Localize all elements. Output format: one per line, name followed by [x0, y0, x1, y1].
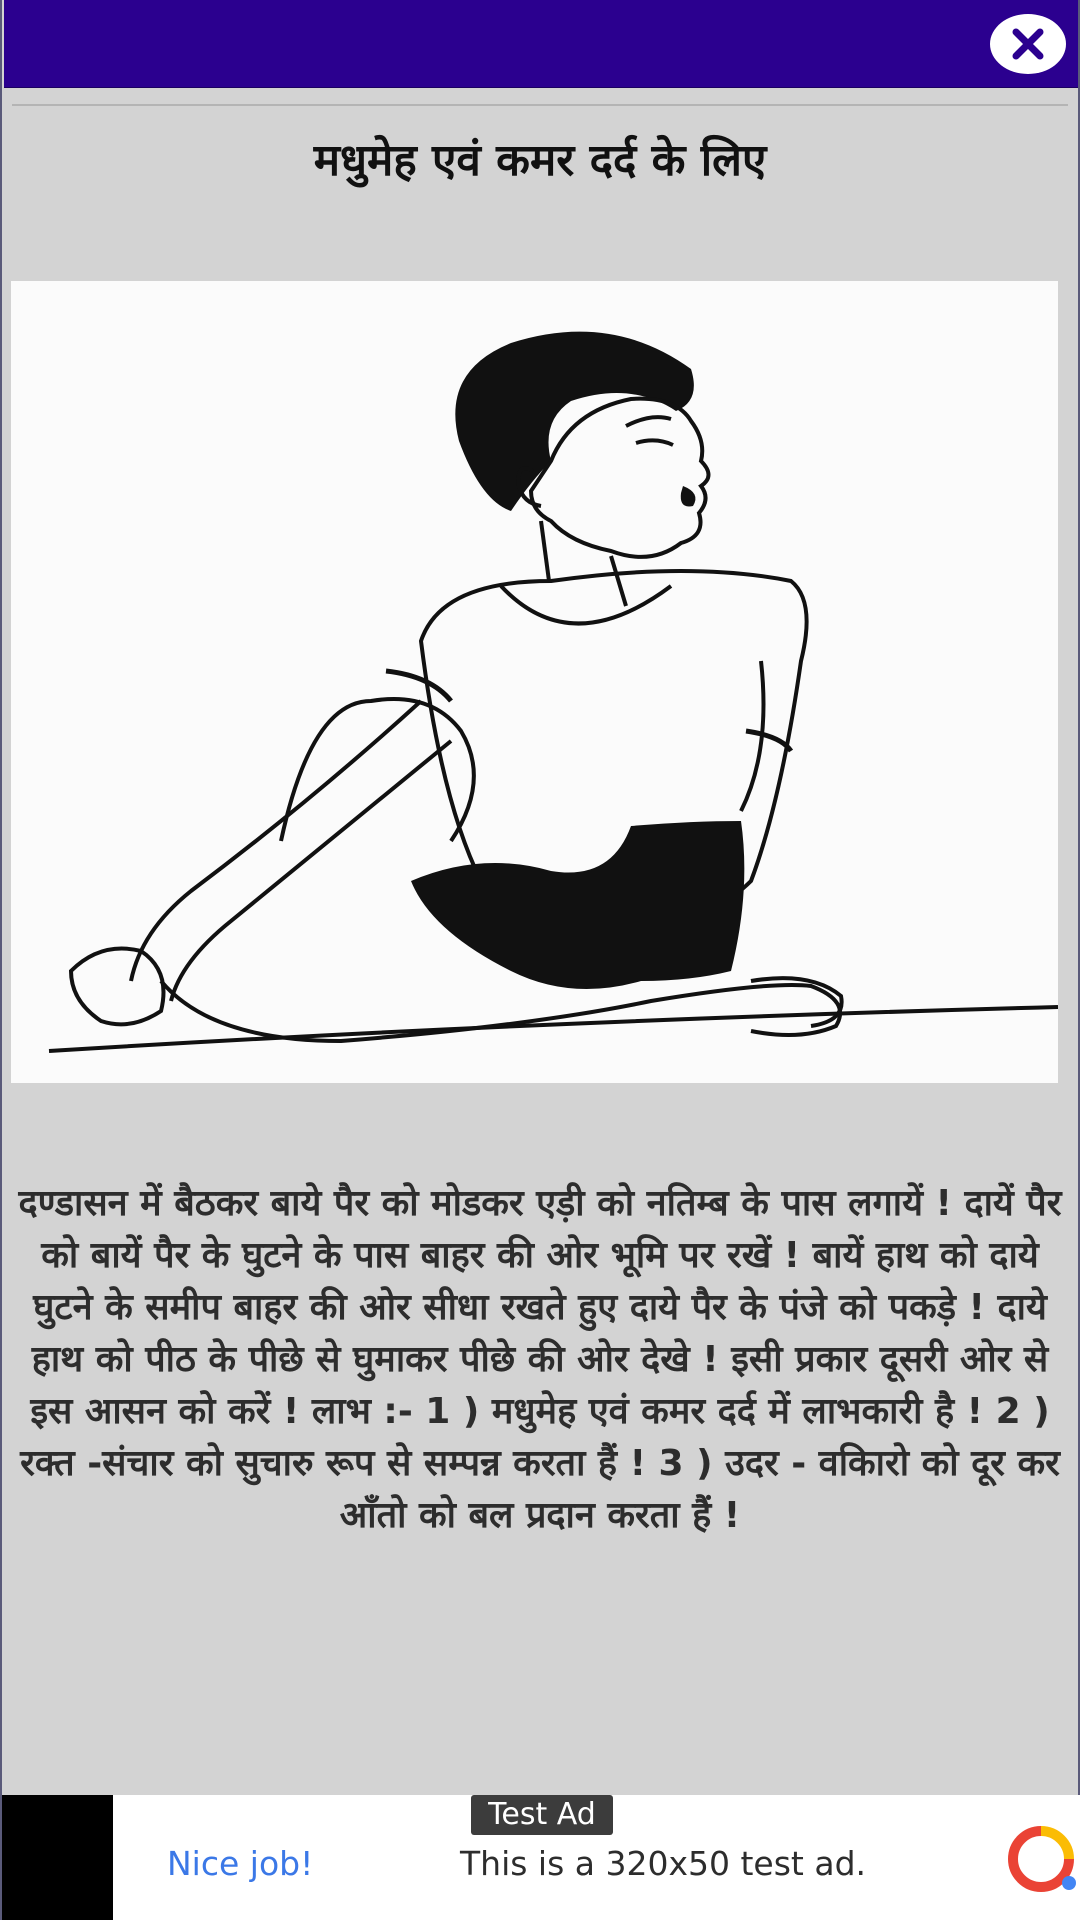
yoga-pose-drawing	[11, 281, 1058, 1083]
page-title: मधुमेह एवं कमर दर्द के लिए	[313, 135, 767, 186]
ad-nice-job[interactable]: Nice job!	[167, 1844, 314, 1883]
ad-text: This is a 320x50 test ad.	[460, 1844, 867, 1883]
close-icon	[1008, 24, 1048, 64]
divider	[12, 104, 1068, 106]
close-button[interactable]	[990, 14, 1066, 74]
top-bar	[4, 0, 1078, 88]
ad-tag: Test Ad	[471, 1795, 613, 1835]
yoga-pose-illustration	[11, 281, 1058, 1083]
ad-logo-icon	[1000, 1825, 1080, 1893]
pose-description: दण्डासन में बैठकर बाये पैर को मोडकर एड़ी को नतिम्ब के पास लगायें ! दायें पैर को बायें पैर के घुटने के पास बाहर की ओर भूमि पर रखें ! बायें हाथ को दाये घुटने के समीप बाहर की ओर सीधा रखते हुए दाये पैर के पंजे को पकड़े ! दाये हाथ को पीठ के पीछे से घुमाकर पीछे की ओर देखे ! इसी प्रकार दूसरी ओर से इस आसन को करें ! लाभ :- 1 ) मधुमेह एवं कमर दर्द में लाभकारी है ! 2 ) रक्त -संचार को सुचारु रूप से सम्पन्न करता हैं ! 3 ) उदर - वकिारो को दूर कर आँतो को बल प्रदान करता हैं !	[18, 1183, 1062, 1536]
ad-left-panel	[2, 1795, 113, 1920]
ad-banner[interactable]	[2, 1795, 1080, 1920]
